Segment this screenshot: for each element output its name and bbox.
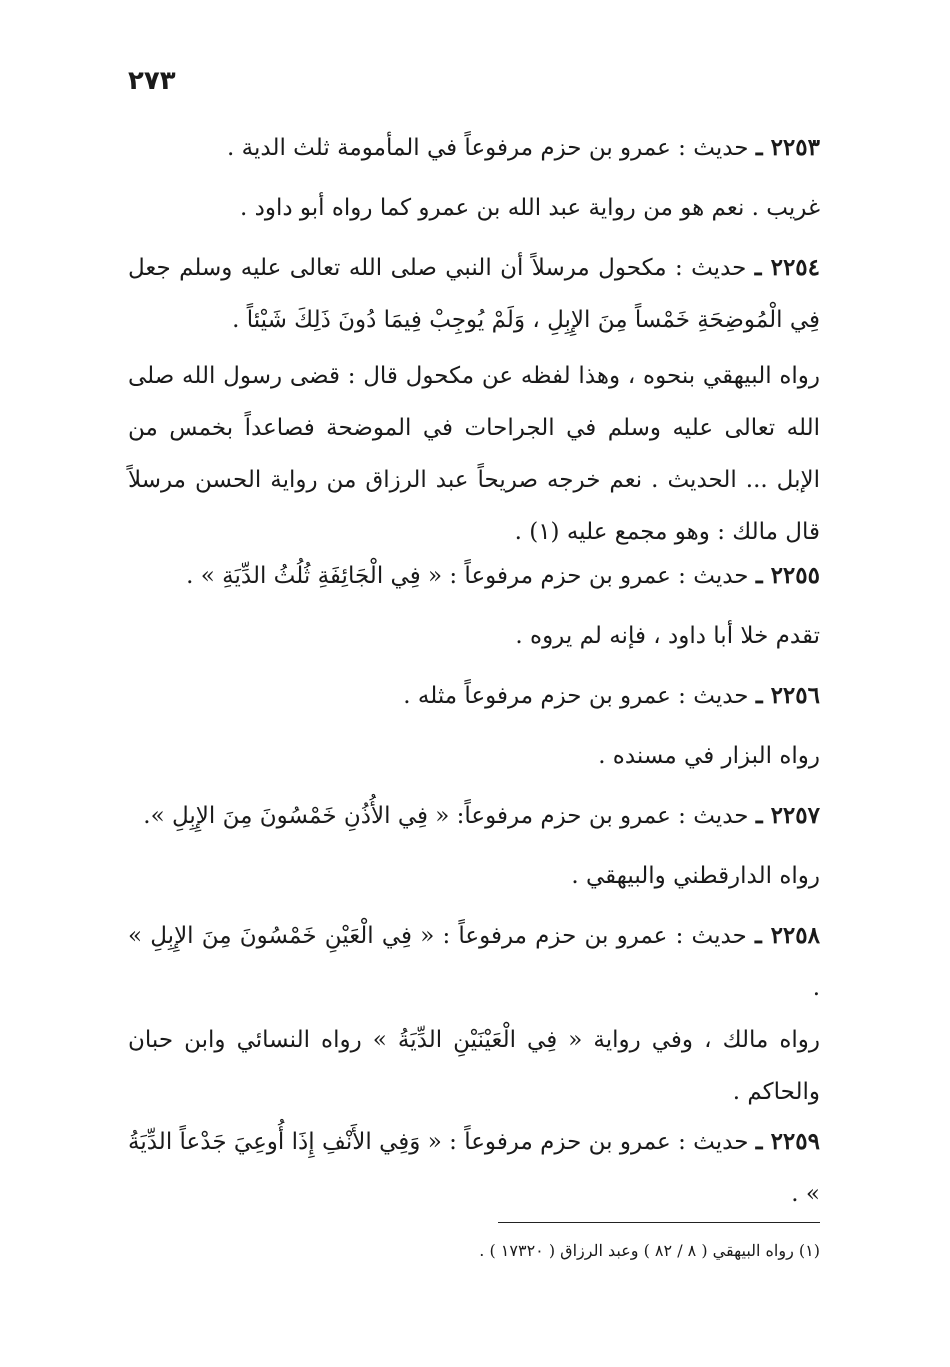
entry-number: ٢٢٥٣ ـ <box>755 134 820 161</box>
paragraph-2255 <box>128 550 820 602</box>
entry-number: ٢٢٥٥ ـ <box>755 562 820 589</box>
paragraph-2257 <box>128 790 820 842</box>
entry-number: ٢٢٥٩ ـ <box>755 1128 820 1155</box>
paragraph-text: حديث : عمرو بن حزم مرفوعاً مثله . <box>403 683 756 709</box>
paragraph-2256 <box>128 670 820 722</box>
paragraph-text: حديث : عمرو بن حزم مرفوعاً : « فِي الْعَيْنِ خَمْسُونَ مِنَ الإِبِلِ » . <box>128 923 820 1001</box>
paragraph-text: حديث : عمرو بن حزم مرفوعاً في المأمومة ثلث الدية . <box>227 135 756 161</box>
paragraph-2253 <box>128 122 820 174</box>
entry-number: ٢٢٥٦ ـ <box>755 682 820 709</box>
paragraph-2259 <box>128 1116 820 1220</box>
paragraph-text: رواه البيهقي بنحوه ، وهذا لفظه عن مكحول قال : قضى رسول الله صلى الله تعالى عليه وسلم في الجراحات في الموضحة فصاعداً بخمس من الإبل ... الحديث . نعم خرجه صريحاً عبد الرزاق من رواية الحسن مرسلاً قال مالك : وهو مجمع عليه (١) . <box>128 363 820 545</box>
paragraph-text: غريب . نعم هو من رواية عبد الله بن عمرو كما رواه أبو داود . <box>239 195 820 221</box>
paragraph-text: حديث : مكحول مرسلاً أن النبي صلى الله تعالى عليه وسلم جعل فِي الْمُوضِحَةِ خَمْساً مِنَ الإِبِلِ ، وَلَمْ يُوجِبْ فِيمَا دُونَ ذَلِكَ شَيْئاً . <box>128 255 820 333</box>
page-number: ٢٧٣ <box>128 66 176 96</box>
entry-number: ٢٢٥٨ ـ <box>754 922 820 949</box>
paragraph-text: رواه مالك ، وفي رواية « فِي الْعَيْنَيْنِ الدِّيَةُ » رواه النسائي وابن حبان والحاكم . <box>128 1027 820 1105</box>
paragraph-comment-2257 <box>128 850 820 902</box>
paragraph-comment-2256 <box>128 730 820 782</box>
paragraph-text: رواه الدارقطني والبيهقي . <box>571 863 820 889</box>
paragraph-text: تقدم خلا أبا داود ، فإنه لم يروه . <box>515 623 820 649</box>
paragraph-comment-2258 <box>128 1014 820 1118</box>
entry-number: ٢٢٥٤ ـ <box>754 254 821 281</box>
paragraph-comment-2254 <box>128 350 820 558</box>
paragraph-text: حديث : عمرو بن حزم مرفوعاً: « فِي الأُذُنِ خَمْسُونَ مِنَ الإِبِلِ ». <box>143 803 756 829</box>
paragraph-comment-2253 <box>128 182 820 234</box>
paragraph-2258 <box>128 910 820 1014</box>
paragraph-text: حديث : عمرو بن حزم مرفوعاً : « فِي الْجَائِفَةِ ثُلُثُ الدِّيَةِ » . <box>186 563 756 589</box>
paragraph-2254 <box>128 242 820 346</box>
footnote: (١) رواه البيهقي ( ٨ / ٨٢ ) وعبد الرزاق ( ١٧٣٢٠ ) . <box>479 1241 820 1260</box>
paragraph-text: رواه البزار في مسنده . <box>598 743 820 769</box>
entry-number: ٢٢٥٧ ـ <box>755 802 820 829</box>
footnote-divider <box>498 1222 820 1223</box>
paragraph-text: حديث : عمرو بن حزم مرفوعاً : « وَفِي الأَنْفِ إِذَا أُوعِيَ جَدْعاً الدِّيَةُ » . <box>128 1129 820 1207</box>
paragraph-comment-2255 <box>128 610 820 662</box>
